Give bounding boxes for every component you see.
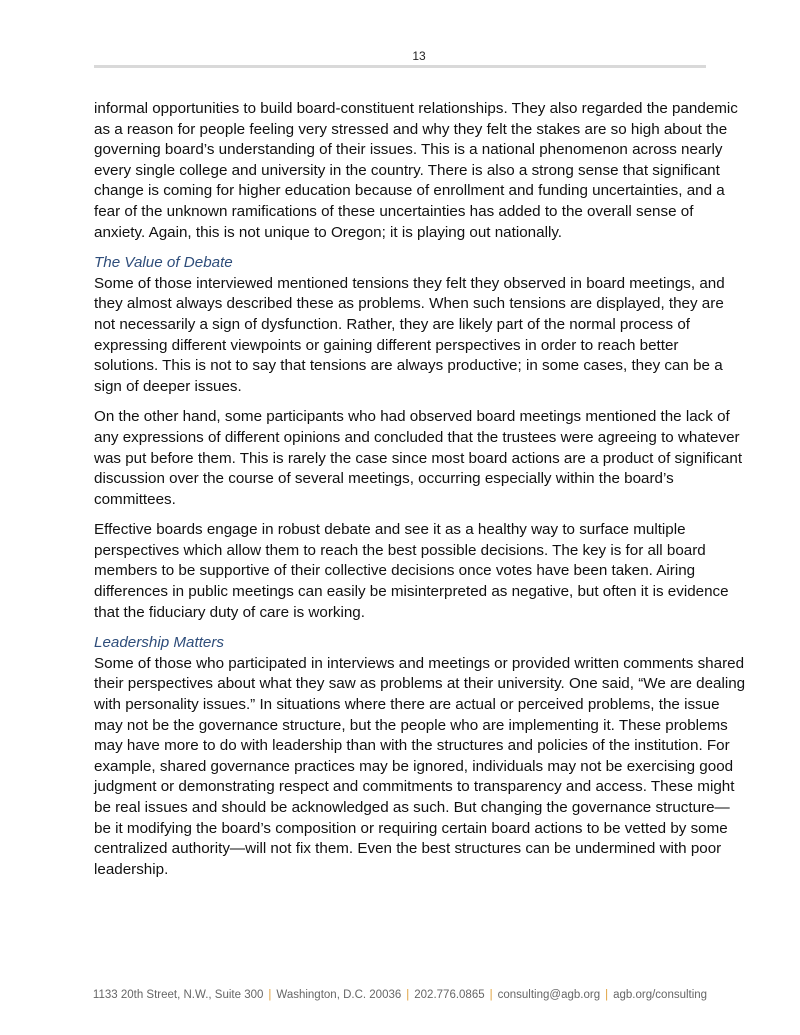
footer-separator: | [268, 989, 272, 1001]
section-heading-leadership-matters: Leadership Matters [94, 634, 225, 652]
section-heading-value-of-debate: The Value of Debate [94, 254, 233, 272]
paragraph-robust-debate: Effective boards engage in robust debate and see it as a healthy way to surface multiple perspectives which allow them to reach the best possible decisions. The key is for all board members to be supportive of their collective decisions once votes have been taken. Airing differences in public meetings can easily be misinterpreted as negative, but often it is evidence that the fiduciary duty of care is working. [94, 521, 729, 621]
footer-city: Washington, D.C. 20036 [276, 989, 402, 1001]
footer-website: agb.org/consulting [613, 989, 708, 1001]
page-footer [0, 989, 800, 1001]
document-body [94, 99, 746, 890]
footer-phone: 202.776.0865 [414, 989, 485, 1001]
paragraph-pandemic-stress: informal opportunities to build board-constituent relationships. They also regarded the pandemic as a reason for people feeling very stressed and why they felt the stakes are so high about the governing board’s understanding of their issues. This is a national phenomenon across nearly every single college and university in the country. There is also a strong sense that significant change is coming for higher education because of enrollment and funding uncertainties, and a fear of the unknown ramifications of these uncertainties has added to the overall sense of anxiety. Again, this is not unique to Oregon; it is playing out nationally. [94, 100, 738, 241]
footer-separator: | [406, 989, 410, 1001]
footer-separator: | [605, 989, 609, 1001]
footer-address: 1133 20th Street, N.W., Suite 300 [92, 989, 264, 1001]
paragraph-lack-of-disagreement: On the other hand, some participants who had observed board meetings mentioned the lack of any expressions of different opinions and concluded that the trustees were agreeing to whatever was put before them. This is rarely the case since most board actions are a product of significant discussion over the course of several meetings, occurring especially within the board’s committees. [94, 408, 743, 508]
page-number: 13 [412, 49, 426, 63]
paragraph-leadership-issues: Some of those who participated in interviews and meetings or provided written comments shared their perspectives about what they saw as problems at their university. One said, “We are dealing with personality issues.” In situations where there are actual or perceived problems, the issue may not be the governance structure, but the people who are implementing it. These problems may have more to do with leadership than with the structures and policies of the institution. For example, shared governance practices may be ignored, individuals may not be exercising good judgment or demonstrating respect and commitments to transparency and access. These might be real issues and should be acknowledged as such. But changing the governance structure—be it modifying the board’s composition or requiring certain board actions to be vetted by some centralized authority—will not fix them. Even the best structures can be undermined with poor leadership. [94, 654, 746, 878]
footer-separator: | [489, 989, 493, 1001]
paragraph-board-tensions: Some of those interviewed mentioned tensions they felt they observed in board meetings, and they almost always described these as problems. When such tensions are displayed, they are not necessarily a sign of dysfunction. Rather, they are likely part of the normal process of expressing different viewpoints or gaining different perspectives in order to reach better solutions. This is not to say that tensions are always productive; in some cases, they can be a sign of deeper issues. [94, 274, 725, 395]
footer-email: consulting@agb.org [497, 989, 601, 1001]
header-divider [94, 65, 706, 68]
